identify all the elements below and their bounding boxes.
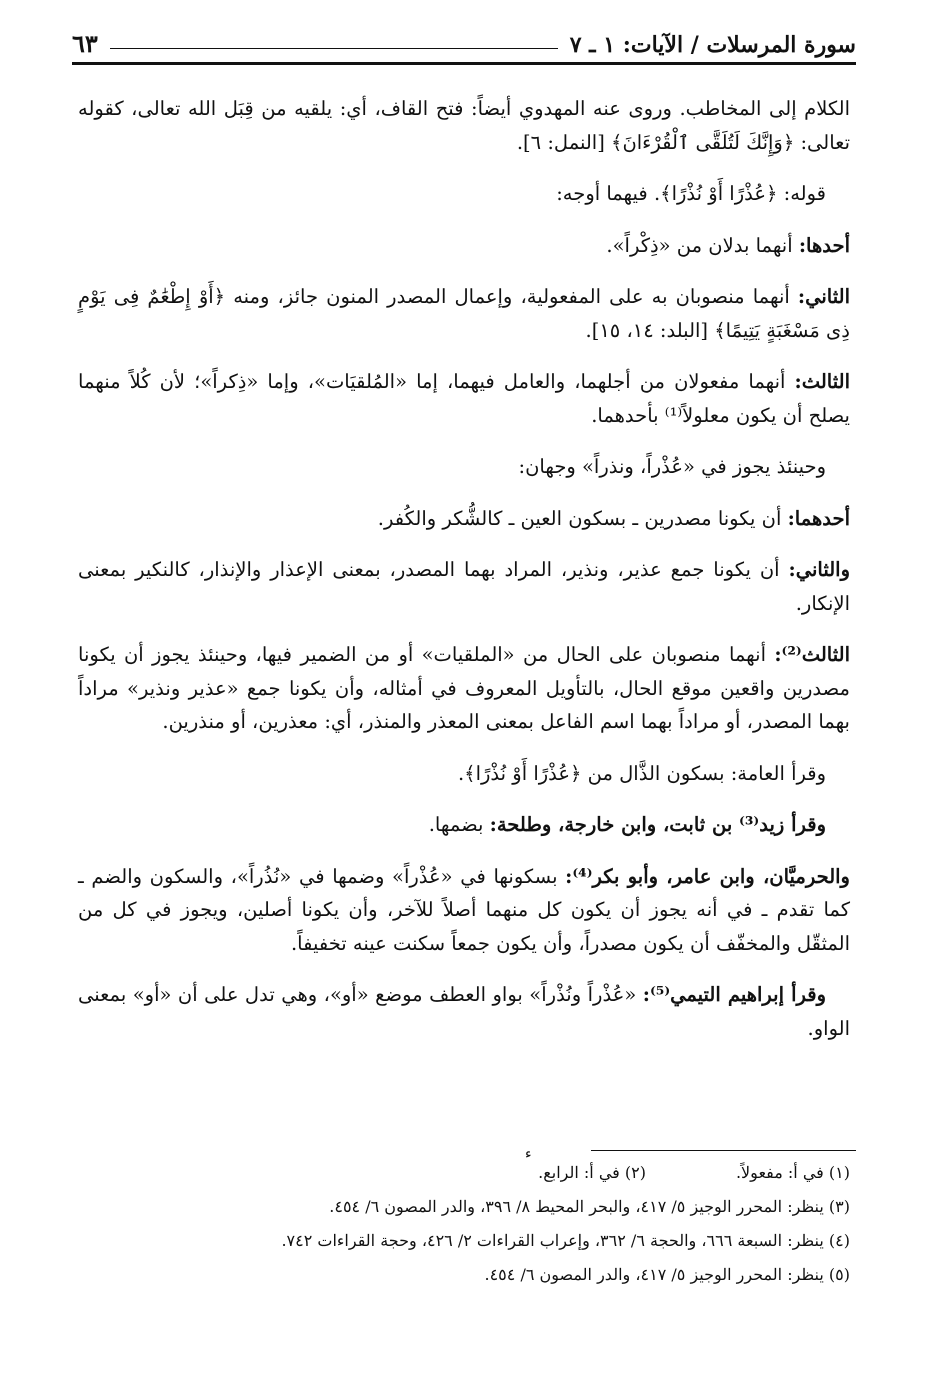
footnote-3: (٣) ينظر: المحرر الوجيز ٥/ ٤١٧، والبحر المحيط ٨/ ٣٩٦، والدر المصون ٦/ ٤٥٤. [329, 1197, 850, 1216]
paragraph-4: الثاني: أنهما منصوبان به على المفعولية، وإعمال المصدر المنون جائز، ومنه ﴿أَوْ إِطْعَٰمٌ فِى يَوْمٍ ذِى مَسْغَبَةٍ يَتِيمًا﴾ [البلد: ١٤، ١٥]. [78, 285, 850, 342]
footnotes [78, 1156, 850, 1292]
paragraph-11: وقرأ زيد⁽³⁾ بن ثابت، وابن خارجة، وطلحة: بضمها. [428, 813, 826, 836]
paragraph-6: وحينئذ يجوز في «عُذْراً، ونذراً» وجهان: [518, 455, 826, 478]
footnote-2: (٢) في أ: الرابع. [538, 1163, 646, 1182]
paragraph-5: الثالث: أنهما مفعولان من أجلهما، والعامل فيهما، إما «المُلقيَات»، وإما «ذِكراً»؛ لأن كُلاً منهما يصلح أن يكون معلولاً⁽¹⁾ بأحدهما. [78, 370, 850, 427]
print-mark: ء [525, 1146, 532, 1162]
footnote-5: (٥) ينظر: المحرر الوجيز ٥/ ٤١٧، والدر المصون ٦/ ٤٥٤. [484, 1265, 850, 1284]
paragraph-8: والثاني: أن يكونا جمع عذير، ونذير، المراد بهما المصدر، بمعنى الإعذار والإنذار، كالنكير بمعنى الإنكار. [78, 558, 850, 615]
paragraph-10: وقرأ العامة: بسكون الذَّال من ﴿عُذْرًا أَوْ نُذْرًا﴾. [457, 761, 826, 785]
running-header [72, 18, 856, 65]
paragraph-13: وقرأ إبراهيم التيمي⁽⁵⁾: «عُذْراً ونُذْراً» بواو العطف موضع «أو»، وهي تدل على أن «أو» بمعنى الواو. [78, 983, 850, 1040]
main-text [78, 92, 850, 1063]
page-number: ٦٣ [72, 29, 98, 58]
paragraph-9: الثالث⁽²⁾: أنهما منصوبان على الحال من «الملقيات» أو من الضمير فيها، وحينئذ يجوز أن يكونا مصدرين واقعين موقع الحال، بالتأويل المعروف في أمثاله، وأن يكونا جمع «عذير ونذير» مراداً بهما المصدر، أو مراداً بهما اسم الفاعل بمعنى المعذر والمنذر، أي: معذرين، أو منذرين. [78, 643, 850, 733]
footnote-4: (٤) ينظر: السبعة ٦٦٦، والحجة ٦/ ٣٦٢، وإعراب القراءات ٢/ ٤٢٦، وحجة القراءات ٧٤٢. [281, 1231, 850, 1250]
footnote-row-1 [78, 1156, 850, 1190]
paragraph-2: قوله: ﴿عُذْرًا أَوْ نُذْرًا﴾. فيهما أوجه: [556, 182, 826, 205]
footnote-separator [591, 1150, 856, 1151]
paragraph-7: أحدهما: أن يكونا مصدرين ـ بسكون العين ـ كالشُّكر والكُفر. [377, 506, 850, 530]
header-rule [110, 48, 558, 49]
paragraph-12: والحرميَّان، وابن عامر، وأبو بكر⁽⁴⁾: بسكونها في «عُذْراً» وضمها في «نُذُراً»، والسكون والضم ـ كما تقدم ـ في أنه يجوز أن يكون كل منهما أصلاً للآخر، وأن يكونا أصلين، ويجوز في كل من المثقّل والمخفّف أن يكون مصدراً، وأن يكون جمعاً سكنت عينه تخفيفاً. [78, 864, 850, 955]
paragraph-1: الكلام إلى المخاطب. وروى عنه المهدوي أيضاً: فتح القاف، أي: يلقيه من قِبَل الله تعالى، كقوله تعالى: ﴿وَإِنَّكَ لَتُلَقَّى ٱلْقُرْءَانَ﴾ [النمل: ٦]. [78, 97, 850, 154]
footnote-1: (١) في أ: مفعولاً. [735, 1163, 850, 1182]
paragraph-3: أحدها: أنهما بدلان من «ذِكْراً». [606, 233, 850, 257]
chapter-title: سورة المرسلات / الآيات: ١ ـ ٧ [569, 32, 856, 58]
